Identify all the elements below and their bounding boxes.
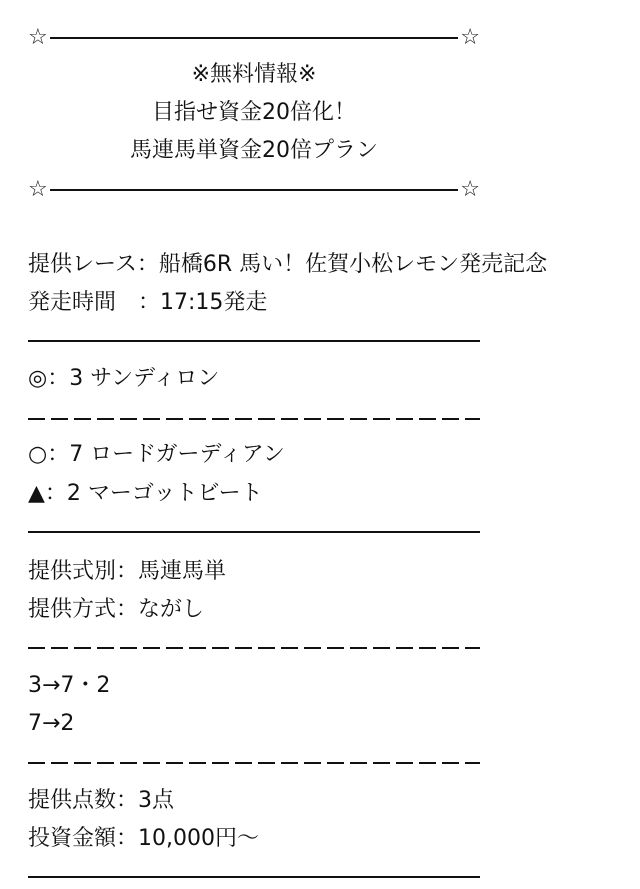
investment-amount: 投資金額：10,000円〜 <box>28 826 259 851</box>
free-info-heading: ※無料情報※ <box>191 62 317 87</box>
dashed-divider <box>28 418 480 420</box>
star-divider-top <box>28 25 480 51</box>
points-count: 提供点数：3点 <box>28 788 174 813</box>
solid-divider <box>28 531 480 533</box>
pick-ana: ▲：2 マーゴットビート <box>28 481 263 506</box>
star-divider-bottom <box>28 177 480 203</box>
dashed-divider <box>28 647 480 649</box>
dashed-divider <box>28 762 480 764</box>
post-time: 発走時間 ：17:15発走 <box>28 290 268 315</box>
bet-method: 提供方式：ながし <box>28 597 205 622</box>
star-icon: ☆ <box>28 177 48 202</box>
star-icon: ☆ <box>460 25 480 50</box>
solid-divider <box>28 340 480 342</box>
bet-type: 提供式別：馬連馬単 <box>28 559 227 584</box>
combo-line: 7→2 <box>28 711 75 736</box>
plan-heading: 馬連馬単資金20倍プラン <box>130 138 378 163</box>
pick-taiko: ○：7 ロードガーディアン <box>28 442 285 467</box>
star-icon: ☆ <box>28 25 48 50</box>
combo-line: 3→7・2 <box>28 673 111 698</box>
solid-divider <box>28 876 480 878</box>
race-name: 提供レース：船橋6R 馬い！佐賀小松レモン発売記念 <box>28 252 548 277</box>
pick-honmei: ◎：3 サンディロン <box>28 366 220 391</box>
star-icon: ☆ <box>460 177 480 202</box>
divider-line <box>50 189 458 191</box>
goal-heading: 目指せ資金20倍化！ <box>152 100 356 125</box>
divider-line <box>50 37 458 39</box>
